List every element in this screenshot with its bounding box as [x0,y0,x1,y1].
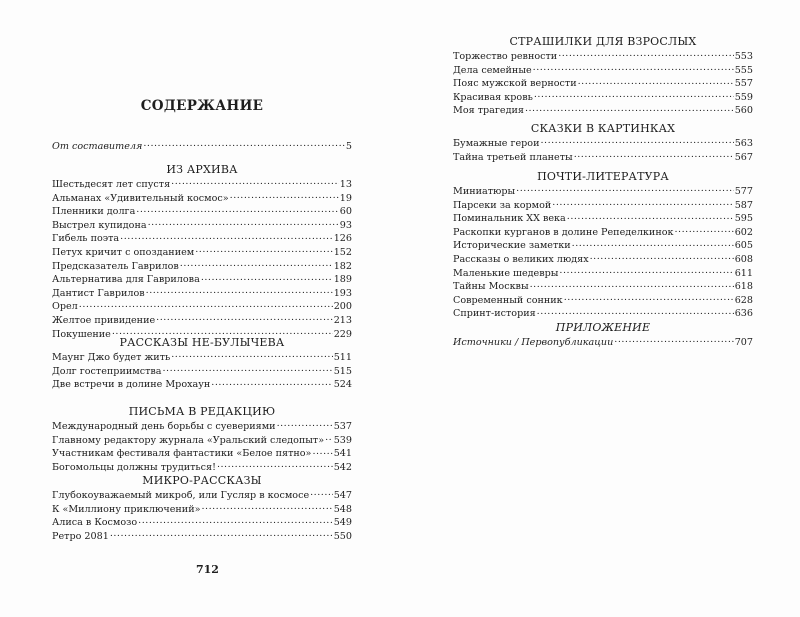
entry-page: 548 [333,503,352,515]
section-strashilki [453,35,753,117]
entry-page: 229 [333,328,352,340]
dot-leader [574,150,734,160]
dot-leader [516,184,734,194]
toc-entry[interactable] [453,335,753,349]
section-pisma-v-redaktsiyu [52,405,352,473]
dot-leader [136,204,338,214]
dot-leader [201,272,333,282]
dot-leader [578,76,734,86]
toc-entry[interactable] [52,433,352,447]
dot-leader [567,211,734,221]
entry-page: 553 [734,51,753,62]
dot-leader [180,259,333,269]
section-heading: СТРАШИЛКИ ДЛЯ ВЗРОСЛЫХ [509,35,697,48]
dot-leader [540,136,733,146]
entry-page: 550 [333,530,352,542]
entry-page: 628 [734,294,753,306]
entry-title: Дела семейные [453,64,532,76]
entry-title: Пленники долга [52,206,136,218]
dot-leader [211,377,332,387]
dot-leader [537,306,734,316]
entry-page: 555 [734,64,753,76]
dot-leader [110,529,333,539]
toc-entry[interactable] [52,245,352,259]
toc-entry[interactable] [52,364,352,378]
entry-page: 511 [333,352,352,363]
toc-entry[interactable] [52,419,352,433]
toc-entry-intro[interactable] [52,139,352,153]
dot-leader [163,364,333,374]
entry-title: Покушение [52,328,111,340]
section-rasskazy-ne-bulycheva [52,336,352,391]
section-entries [52,488,352,542]
section-entries [52,177,352,340]
section-entries [52,350,352,391]
dot-leader [525,103,734,113]
dot-leader [156,313,333,323]
entry-title: Бумажные герои [453,138,540,149]
dot-leader [171,350,332,360]
entry-page: 595 [734,213,753,225]
toc-entry[interactable] [52,515,352,529]
toc-entry[interactable] [453,76,753,90]
dot-leader [138,515,333,525]
entry-title: Пояс мужской верности [453,78,577,90]
entry-title: Алиса в Космозо [52,517,138,529]
entry-page: 707 [734,337,753,348]
entry-title: Дантист Гаврилов [52,287,145,299]
toc-entry[interactable] [453,225,753,239]
toc-entry[interactable] [52,231,352,245]
entry-title: Поминальник XX века [453,213,566,225]
entry-page: 5 [345,141,352,152]
entry-page: 200 [333,301,352,313]
dot-leader [564,293,734,303]
toc-entry[interactable] [52,204,352,218]
entry-title: Желтое привидение [52,314,156,326]
dot-leader [79,299,333,309]
entry-title: Маленькие шедевры [453,267,559,279]
toc-entry[interactable] [52,272,352,286]
toc-entry[interactable] [453,252,753,266]
section-heading: МИКРО-РАССКАЗЫ [142,474,262,487]
entry-page: 549 [333,517,352,529]
entry-title: Предсказатель Гаврилов [52,260,179,272]
section-entries [453,136,753,163]
entry-title: Орел [52,301,78,313]
entry-page: 602 [734,226,753,238]
dot-leader [312,446,332,456]
entry-title: Ретро 2081 [52,530,109,542]
entry-page: 93 [339,219,352,231]
dot-leader [148,218,339,228]
section-heading: ПОЧТИ-ЛИТЕРАТУРА [537,170,669,183]
section-heading: РАССКАЗЫ НЕ-БУЛЫЧЕВА [119,336,285,349]
toc-entry[interactable] [52,529,352,543]
toc-entry[interactable] [453,90,753,104]
dot-leader [325,433,333,443]
toc-entry[interactable] [52,446,352,460]
toc-entry[interactable] [453,266,753,280]
section-prilozhenie [453,321,753,349]
dot-leader [533,63,734,73]
section-heading: СКАЗКИ В КАРТИНКАХ [530,122,676,135]
entry-page: 126 [333,233,352,245]
dot-leader [230,191,339,201]
entry-title: Красивая кровь [453,91,533,103]
toc-entry[interactable] [52,377,352,391]
section-iz-arkhiva [52,163,352,340]
dot-leader [590,252,734,262]
dot-leader [614,335,733,345]
entry-title: Две встречи в долине Мрохаун [52,379,211,391]
toc-entry[interactable] [453,279,753,293]
dot-leader [171,177,339,187]
toc-entry[interactable] [52,299,352,313]
entry-title: Международный день борьбы с суевериями [52,421,276,432]
entry-title: Современный сонник [453,294,563,306]
toc-entry[interactable] [453,103,753,117]
dot-leader [146,286,333,296]
dot-leader [143,139,345,149]
entry-title: Торжество ревности [453,51,558,62]
entry-page: 557 [734,78,753,90]
section-entries [52,419,352,473]
entry-title: К «Миллиону приключений» [52,503,201,515]
entry-page: 618 [734,281,753,293]
entry-title: Главному редактору журнала «Уральский следопыт» [52,434,325,446]
toc-entry[interactable] [52,460,352,474]
section-pochti-literatura [453,170,753,320]
entry-page: 541 [333,448,352,460]
entry-title: От составителя [52,141,143,152]
entry-title: Альтернатива для Гаврилова [52,274,200,286]
page-number: 712 [196,563,219,576]
toc-entry[interactable] [453,150,753,164]
dot-leader [277,419,333,429]
entry-page: 537 [333,421,352,432]
dot-leader [572,238,734,248]
entry-title: Источники / Первопубликации [453,337,614,348]
entry-page: 213 [333,314,352,326]
entry-page: 636 [734,308,753,320]
entry-title: Тайна третьей планеты [453,151,573,163]
toc-title: СОДЕРЖАНИЕ [140,98,264,114]
entry-title: Маунг Джо будет жить [52,352,171,363]
entry-page: 524 [333,379,352,391]
entry-title: Раскопки курганов в долине Репеделкинок [453,226,674,238]
entry-title: Петух кричит с опозданием [52,246,195,258]
entry-title: Глубокоуважаемый микроб, или Гусляр в космосе [52,490,310,501]
entry-page: 608 [734,253,753,265]
entry-page: 563 [734,138,753,149]
entry-title: Спринт-история [453,308,536,320]
entry-title: Исторические заметки [453,240,571,252]
section-skazki-v-kartinkakh [453,122,753,163]
dot-leader [530,279,734,289]
section-entries [453,49,753,117]
section-mikro-rasskazy [52,474,352,542]
entry-page: 542 [333,461,352,473]
entry-page: 19 [339,192,352,204]
toc-entry[interactable] [453,184,753,198]
toc-entry[interactable] [52,488,352,502]
entry-title: Выстрел купидона [52,219,147,231]
dot-leader [195,245,332,255]
toc-entry[interactable] [52,177,352,191]
toc-entry[interactable] [52,350,352,364]
toc-entry[interactable] [453,293,753,307]
entry-title: Моя трагедия [453,105,524,117]
dot-leader [559,266,733,276]
entry-page: 560 [734,105,753,117]
entry-title: Гибель поэта [52,233,120,245]
entry-page: 189 [333,274,352,286]
entry-title: Шестьдесят лет спустя [52,179,171,190]
toc-entry[interactable] [52,502,352,516]
entry-page: 182 [333,260,352,272]
entry-title: Долг гостеприимства [52,365,162,377]
dot-leader [310,488,333,498]
entry-page: 515 [333,365,352,377]
entry-page: 577 [734,186,753,197]
entry-title: Миниатюры [453,186,516,197]
toc-entry[interactable] [52,191,352,205]
toc-entry[interactable] [453,238,753,252]
dot-leader [201,502,332,512]
toc-entry[interactable] [453,306,753,320]
entry-page: 152 [333,246,352,258]
dot-leader [552,198,733,208]
toc-entry[interactable] [453,49,753,63]
dot-leader [534,90,734,100]
entry-page: 559 [734,91,753,103]
entry-title: Альманах «Удивительный космос» [52,192,229,204]
toc-entry[interactable] [453,198,753,212]
toc-entry[interactable] [453,211,753,225]
toc-entry[interactable] [52,286,352,300]
entry-page: 605 [734,240,753,252]
toc-entry[interactable] [453,63,753,77]
section-heading: ИЗ АРХИВА [166,163,238,176]
entry-title: Участникам фестиваля фантастики «Белое пятно» [52,448,312,460]
entry-page: 539 [333,434,352,446]
section-entries [453,184,753,320]
intro-entry-block [52,139,352,153]
toc-entry[interactable] [52,218,352,232]
toc-entry[interactable] [52,259,352,273]
entry-title: Богомольцы должны трудиться! [52,461,216,473]
section-heading: ПРИЛОЖЕНИЕ [555,321,651,334]
entry-page: 13 [339,179,352,190]
entry-page: 611 [734,267,753,279]
dot-leader [217,460,333,470]
entry-title: Рассказы о великих людях [453,253,589,265]
section-entries [453,335,753,349]
dot-leader [675,225,734,235]
toc-entry[interactable] [52,313,352,327]
entry-title: Тайны Москвы [453,281,529,293]
entry-page: 567 [734,151,753,163]
entry-page: 547 [333,490,352,501]
entry-page: 587 [734,199,753,211]
dot-leader [558,49,733,59]
entry-title: Парсеки за кормой [453,199,552,211]
toc-entry[interactable] [453,136,753,150]
entry-page: 193 [333,287,352,299]
section-heading: ПИСЬМА В РЕДАКЦИЮ [128,405,276,418]
entry-page: 60 [339,206,352,218]
dot-leader [120,231,333,241]
